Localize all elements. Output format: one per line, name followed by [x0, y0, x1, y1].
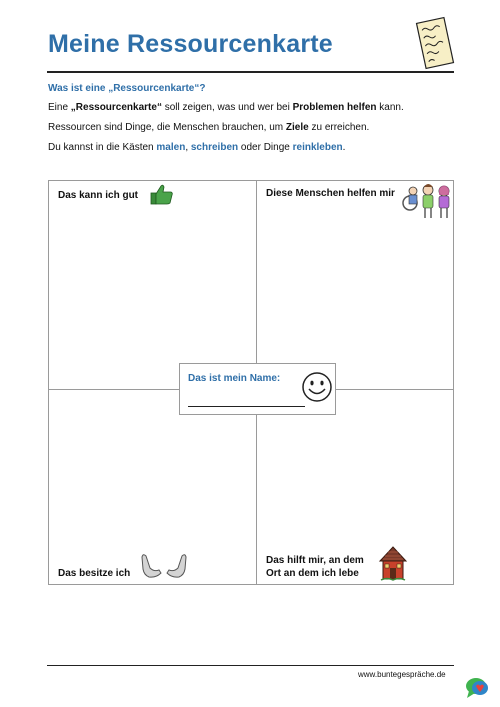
text: ,	[185, 142, 191, 153]
text: oder Dinge	[238, 142, 293, 153]
text-bold: „Ressourcenkarte“	[70, 102, 162, 113]
text: Ressourcen sind Dinge, die Menschen brauchen, um	[48, 122, 286, 133]
quadrant-label-place-line-2: Ort an dem ich lebe	[266, 568, 359, 579]
name-write-line	[188, 406, 305, 407]
text: Du kannst in die Kästen	[48, 142, 157, 153]
text: soll zeigen, was und wer bei	[161, 102, 293, 113]
notepad-icon	[415, 14, 455, 72]
text-bold: Problemen helfen	[292, 102, 377, 113]
quadrant-label-place-line-1: Das hilft mir, an dem	[266, 555, 364, 566]
text-highlight: reinkleben	[292, 142, 343, 153]
intro-line-1	[48, 102, 404, 113]
quadrant-label-possessions: Das besitze ich	[58, 568, 131, 579]
intro-line-3	[48, 142, 345, 153]
footer-divider	[47, 665, 454, 666]
page-title: Meine Ressourcenkarte	[48, 30, 333, 58]
text: zu erreichen.	[308, 122, 370, 133]
smiley-icon	[300, 370, 334, 404]
text-highlight: schreiben	[190, 142, 239, 153]
text: .	[342, 142, 346, 153]
footer-url[interactable]: www.buntegespräche.de	[358, 670, 446, 679]
text: kann.	[376, 102, 404, 113]
people-icon	[400, 181, 454, 221]
text-highlight: malen	[156, 142, 186, 153]
quadrant-label-place	[266, 554, 364, 580]
text-bold: Ziele	[285, 122, 309, 133]
open-hands-icon	[140, 551, 188, 581]
name-label: Das ist mein Name:	[188, 373, 281, 384]
intro-question: Was ist eine „Ressourcenkarte“?	[48, 83, 206, 94]
speech-bubble-logo	[465, 676, 491, 700]
thumbs-up-icon	[150, 182, 174, 206]
house-icon	[377, 544, 409, 582]
text: Eine	[48, 102, 71, 113]
quadrant-label-skills: Das kann ich gut	[58, 190, 139, 201]
title-divider	[47, 71, 454, 73]
quadrant-label-people: Diese Menschen helfen mir	[266, 188, 395, 199]
intro-line-2	[48, 122, 369, 133]
